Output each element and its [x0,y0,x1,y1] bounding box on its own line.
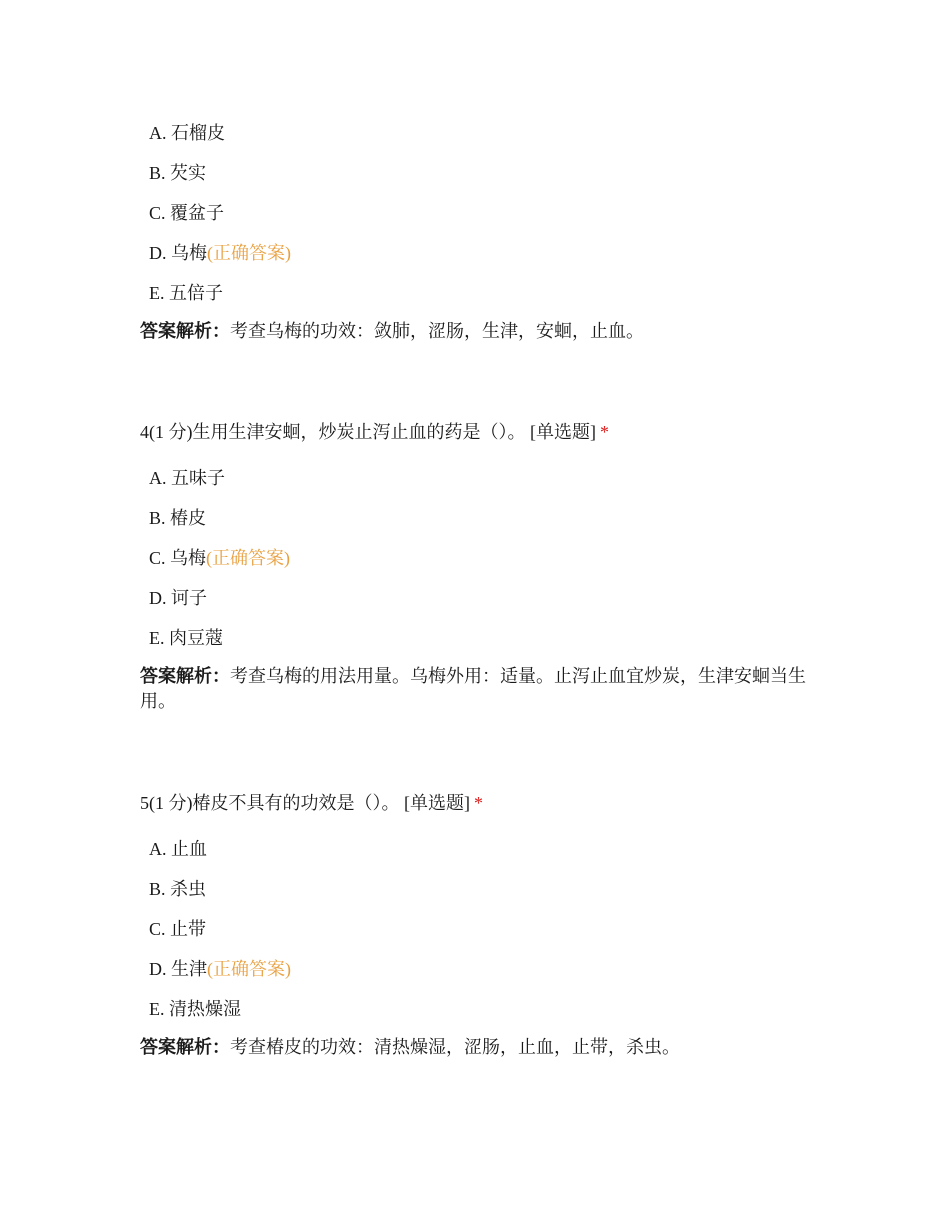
question-3-block [140,121,820,344]
option-e: E. 肉豆蔻 [149,628,223,648]
question-type-tag: [单选题] [530,422,596,442]
option-a: A. 止血 [149,839,207,859]
option-c: C. 止带 [149,919,207,939]
question-text: 5(1 分)椿皮不具有的功效是（）。 [140,793,400,813]
question-5-title [140,791,820,815]
analysis-label: 答案解析： [140,321,230,341]
analysis-text: 考查椿皮的功效：清热燥湿，涩肠，止血，止带，杀虫。 [230,1037,680,1057]
option-d: D. 生津(正确答案) [149,959,291,979]
question-3-options [140,121,820,321]
option-b: B. 椿皮 [149,508,207,528]
question-type-tag: [单选题] [404,793,470,813]
question-3-analysis [140,319,820,344]
option-e: E. 清热燥湿 [149,999,241,1019]
option-b: B. 芡实 [149,163,207,183]
question-4-analysis [140,664,820,714]
analysis-label: 答案解析： [140,1037,230,1057]
question-5-options [140,837,820,1037]
analysis-label: 答案解析： [140,666,230,686]
option-d: D. 乌梅(正确答案) [149,243,291,263]
option-b: B. 杀虫 [149,879,207,899]
option-c: C. 覆盆子 [149,203,225,223]
option-a: A. 五味子 [149,468,225,488]
correct-answer-marker: (正确答案) [207,243,291,263]
option-d: D. 诃子 [149,588,207,608]
required-mark: * [474,793,483,813]
question-4-title [140,420,820,444]
question-4-options [140,466,820,666]
question-4-block [140,420,820,714]
correct-answer-marker: (正确答案) [207,959,291,979]
analysis-text: 考查乌梅的用法用量。乌梅外用：适量。止泻止血宜炒炭，生津安蛔当生用。 [140,666,806,711]
analysis-text: 考查乌梅的功效：敛肺，涩肠，生津，安蛔，止血。 [230,321,644,341]
question-5-analysis [140,1035,820,1060]
required-mark: * [600,422,609,442]
option-a: A. 石榴皮 [149,123,225,143]
correct-answer-marker: (正确答案) [206,548,291,568]
option-e: E. 五倍子 [149,283,223,303]
question-text: 4(1 分)生用生津安蛔，炒炭止泻止血的药是（）。 [140,422,526,442]
question-5-block [140,791,820,1060]
option-c: C. 乌梅(正确答案) [149,548,291,568]
